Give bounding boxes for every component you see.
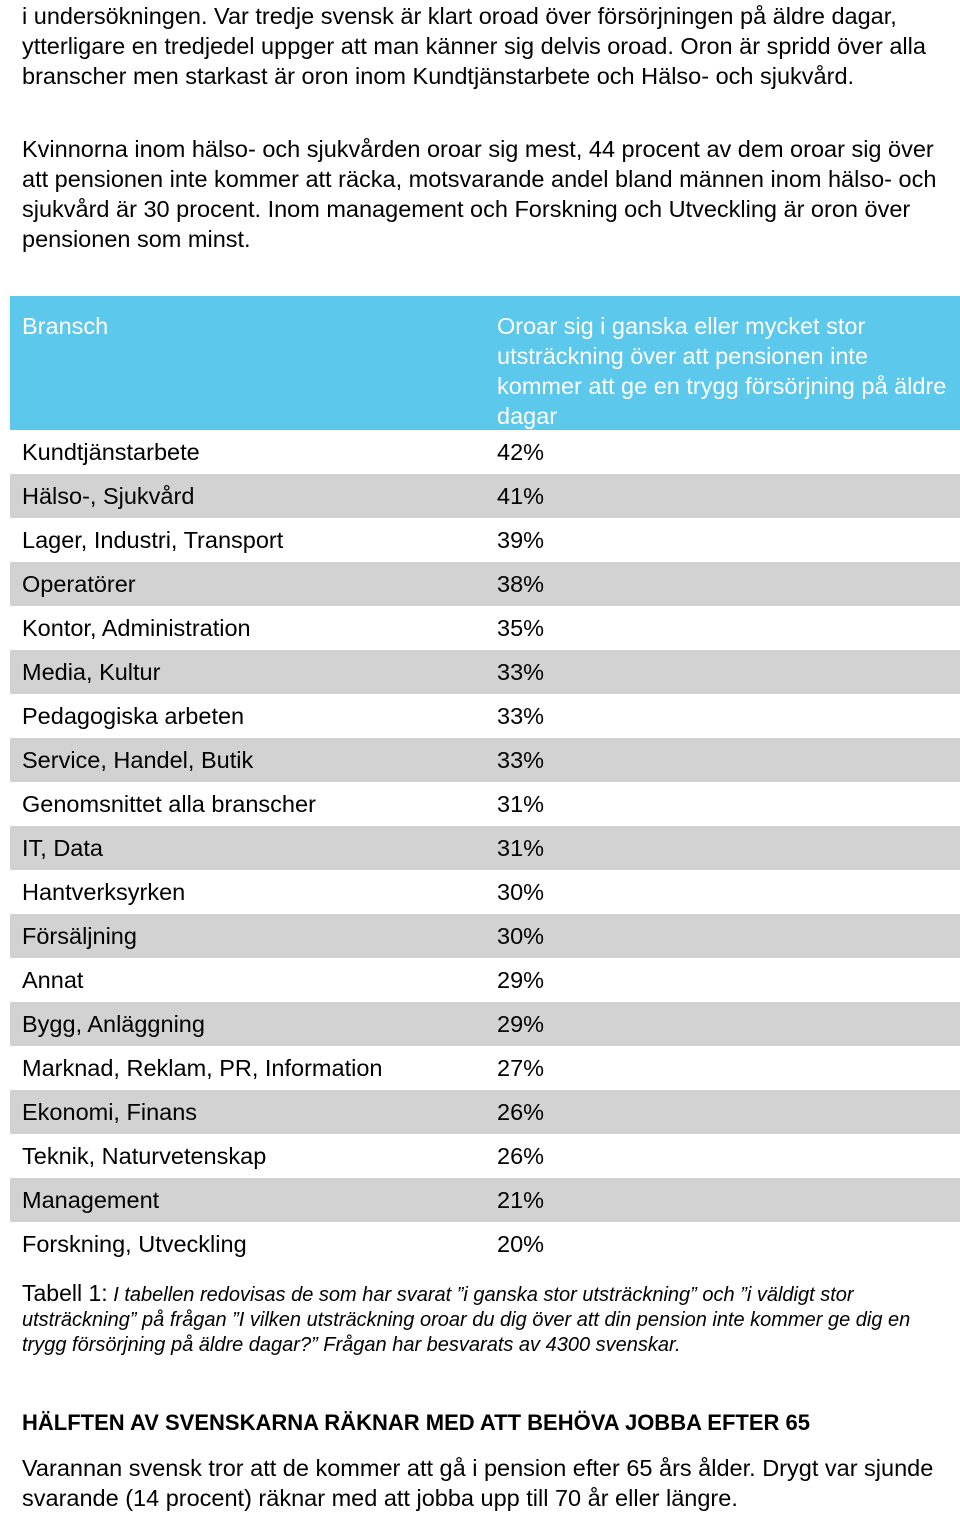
bransch-cell: IT, Data (22, 835, 103, 861)
bransch-cell: Annat (22, 967, 84, 993)
table-row (10, 870, 960, 914)
bransch-cell: Pedagogiska arbeten (22, 703, 245, 729)
table-row (10, 782, 960, 826)
percent-cell: 21% (497, 1187, 545, 1213)
percent-cell: 38% (497, 571, 545, 597)
percent-cell: 31% (497, 791, 545, 817)
table-row (10, 1002, 960, 1046)
table-row (10, 1090, 960, 1134)
bransch-cell: Försäljning (22, 923, 137, 949)
percent-cell: 39% (497, 527, 545, 553)
percent-cell: 30% (497, 923, 545, 949)
table-row (10, 738, 960, 782)
caption-text: I tabellen redovisas de som har svarat ”i ganska stor utsträckning” och ”i väldigt stor utsträckning” på frågan ”I vilken utsträckning oroar du dig över att din pension inte kommer ge dig en trygg försörjning på äldre dagar?” Frågan har besvarats av 4300 svenskar. (22, 1284, 911, 1356)
header-worry-share: Oroar sig i ganska eller mycket stor utsträckning över att pensionen inte kommer att ge en trygg försörjning på äldre dagar (497, 313, 947, 429)
section-heading: HÄLFTEN AV SVENSKARNA RÄKNAR MED ATT BEHÖVA JOBBA EFTER 65 (22, 1410, 810, 1435)
bransch-cell: Ekonomi, Finans (22, 1099, 198, 1125)
header-bransch: Bransch (22, 313, 109, 339)
percent-cell: 26% (497, 1099, 545, 1125)
table-row (10, 826, 960, 870)
intro-paragraph-2: Kvinnorna inom hälso- och sjukvården oroar sig mest, 44 procent av dem oroar sig över att pensionen inte kommer att räcka, motsvarande andel bland männen inom hälso- och sjukvård är 30 procent. Inom management och Forskning och Utveckling är oron över pensionen som minst. (22, 136, 937, 252)
table-row (10, 694, 960, 738)
bransch-cell: Media, Kultur (22, 659, 161, 685)
bransch-cell: Lager, Industri, Transport (22, 527, 284, 553)
percent-cell: 29% (497, 967, 545, 993)
table-caption (22, 1281, 952, 1358)
percent-cell: 33% (497, 703, 545, 729)
table-row (10, 650, 960, 694)
table-header (10, 296, 960, 430)
bransch-cell: Marknad, Reklam, PR, Information (22, 1055, 383, 1081)
percent-cell: 42% (497, 439, 545, 465)
table-row (10, 1178, 960, 1222)
table-row (10, 1222, 960, 1266)
table-row (10, 518, 960, 562)
table-row (10, 562, 960, 606)
bransch-cell: Hantverksyrken (22, 879, 186, 905)
percent-cell: 20% (497, 1231, 545, 1257)
bransch-table (10, 296, 960, 1266)
bransch-cell: Genomsnittet alla branscher (22, 791, 316, 817)
bransch-cell: Kundtjänstarbete (22, 439, 200, 465)
table-body (10, 430, 960, 1266)
bransch-cell: Service, Handel, Butik (22, 747, 254, 773)
percent-cell: 30% (497, 879, 545, 905)
percent-cell: 31% (497, 835, 545, 861)
table-row (10, 1134, 960, 1178)
percent-cell: 33% (497, 747, 545, 773)
table-row (10, 474, 960, 518)
table-row (10, 430, 960, 474)
table-row (10, 606, 960, 650)
percent-cell: 26% (497, 1143, 545, 1169)
table-row (10, 914, 960, 958)
table-row (10, 1046, 960, 1090)
bransch-cell: Forskning, Utveckling (22, 1231, 247, 1257)
bransch-cell: Operatörer (22, 571, 136, 597)
percent-cell: 33% (497, 659, 545, 685)
percent-cell: 41% (497, 483, 545, 509)
bransch-cell: Hälso-, Sjukvård (22, 483, 195, 509)
percent-cell: 29% (497, 1011, 545, 1037)
bransch-cell: Bygg, Anläggning (22, 1011, 205, 1037)
caption-label: Tabell 1: (22, 1280, 108, 1306)
table-row (10, 958, 960, 1002)
bransch-cell: Kontor, Administration (22, 615, 251, 641)
bransch-cell: Teknik, Naturvetenskap (22, 1143, 267, 1169)
section-paragraph: Varannan svensk tror att de kommer att gå i pension efter 65 års ålder. Drygt var sjunde svarande (14 procent) räknar med att jobba upp till 70 år eller längre. (22, 1455, 934, 1511)
percent-cell: 35% (497, 615, 545, 641)
bransch-cell: Management (22, 1187, 160, 1213)
percent-cell: 27% (497, 1055, 545, 1081)
intro-paragraph-1: i undersökningen. Var tredje svensk är klart oroad över försörjningen på äldre dagar, ytterligare en tredjedel uppger att man känner sig delvis oroad. Oron är spridd över alla branscher men starkast är oron inom Kundtjänstarbete och Hälso- och sjukvård. (22, 3, 926, 89)
